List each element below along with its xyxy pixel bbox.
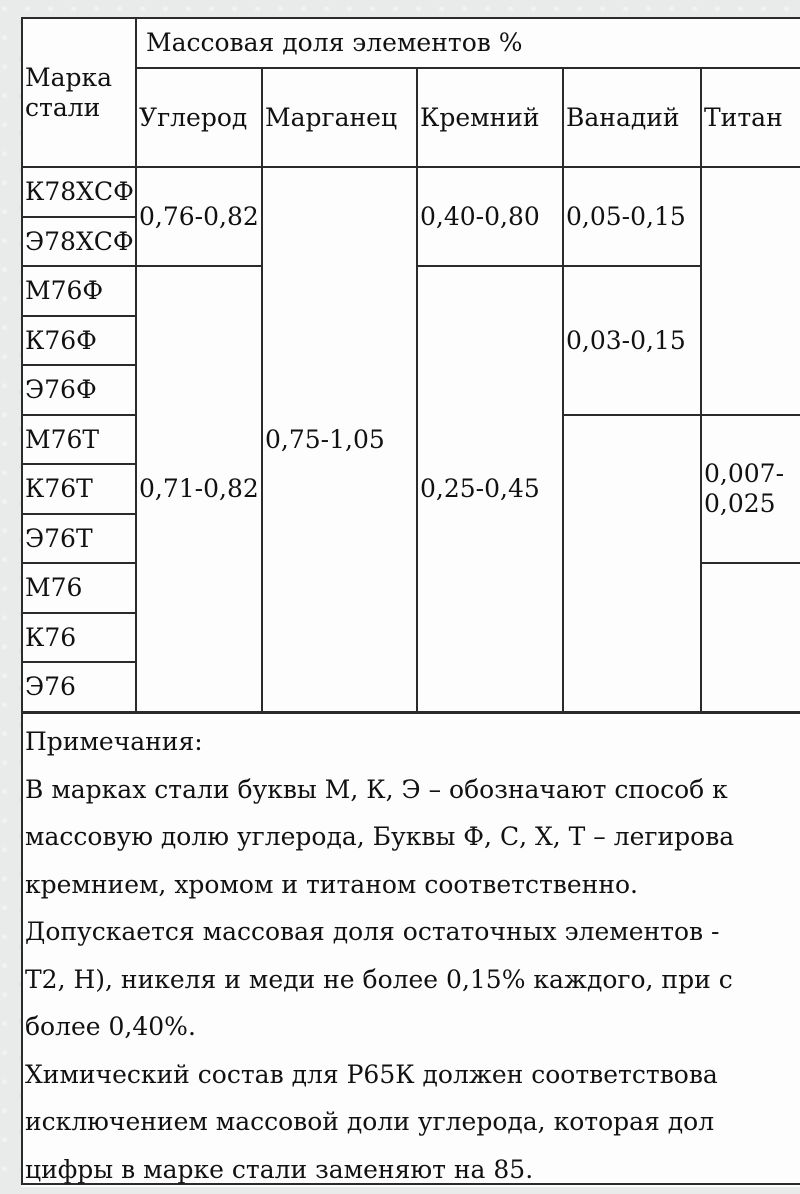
titanium-value-line1: 0,007-: [704, 459, 785, 488]
grade-cell: Э76Т: [22, 514, 136, 563]
notes-section: [21, 712, 800, 1185]
header-vanadium: Ванадий: [563, 68, 701, 167]
grade-cell: К78ХСФ: [22, 167, 136, 217]
notes-line: цифры в марке стали заменяют на 85.: [25, 1154, 534, 1184]
vanadium-cell: 0,03-0,15: [563, 266, 701, 415]
notes-line: Т2, Н), никеля и меди не более 0,15% каждого, при с: [25, 964, 733, 994]
header-silicon: Кремний: [417, 68, 563, 167]
steel-composition-table: [21, 17, 800, 713]
titanium-empty-cell: [701, 167, 800, 415]
grade-cell: К76Ф: [22, 316, 136, 365]
header-mass-fraction: Массовая доля элементов %: [136, 18, 800, 68]
vanadium-empty-cell: [563, 415, 701, 712]
notes-line: Допускается массовая доля остаточных элементов -: [25, 917, 720, 946]
carbon-cell: 0,76-0,82: [136, 167, 262, 266]
notes-line: исключением массовой доли углерода, которая дол: [25, 1107, 715, 1136]
notes-line: В марках стали буквы М, К, Э – обозначают способ к: [25, 774, 728, 804]
header-manganese: Марганец: [262, 68, 417, 167]
notes-title: Примечания:: [25, 727, 203, 756]
header-steel-grade: [22, 18, 136, 167]
header-steel-grade-line2: стали: [25, 92, 101, 122]
header-titanium: Титан: [701, 68, 800, 167]
silicon-cell: 0,40-0,80: [417, 167, 563, 266]
notes-line: более 0,40%.: [25, 1012, 196, 1041]
document-page: [21, 17, 800, 1187]
notes-line: кремнием, хромом и титаном соответственно.: [25, 869, 638, 899]
grade-cell: М76Т: [22, 415, 136, 464]
grade-cell: М76: [22, 563, 136, 613]
vanadium-cell: 0,05-0,15: [563, 167, 701, 266]
grade-cell: К76: [22, 613, 136, 662]
titanium-empty-cell: [701, 563, 800, 712]
titanium-cell: [701, 415, 800, 563]
titanium-value-line2: 0,025: [704, 489, 776, 518]
grade-cell: Э76: [22, 662, 136, 712]
silicon-cell: 0,25-0,45: [417, 266, 563, 712]
manganese-cell: 0,75-1,05: [262, 167, 417, 712]
grade-cell: М76Ф: [22, 266, 136, 316]
carbon-cell: 0,71-0,82: [136, 266, 262, 712]
grade-cell: К76Т: [22, 464, 136, 514]
header-steel-grade-line1: Марка: [25, 62, 113, 92]
notes-line: Химический состав для Р65К должен соответствова: [25, 1059, 718, 1089]
grade-cell: Э76Ф: [22, 365, 136, 415]
notes-line: массовую долю углерода, Буквы Ф, С, Х, Т – легирова: [25, 822, 735, 851]
header-carbon: Углерод: [136, 68, 262, 167]
grade-cell: Э78ХСФ: [22, 217, 136, 266]
